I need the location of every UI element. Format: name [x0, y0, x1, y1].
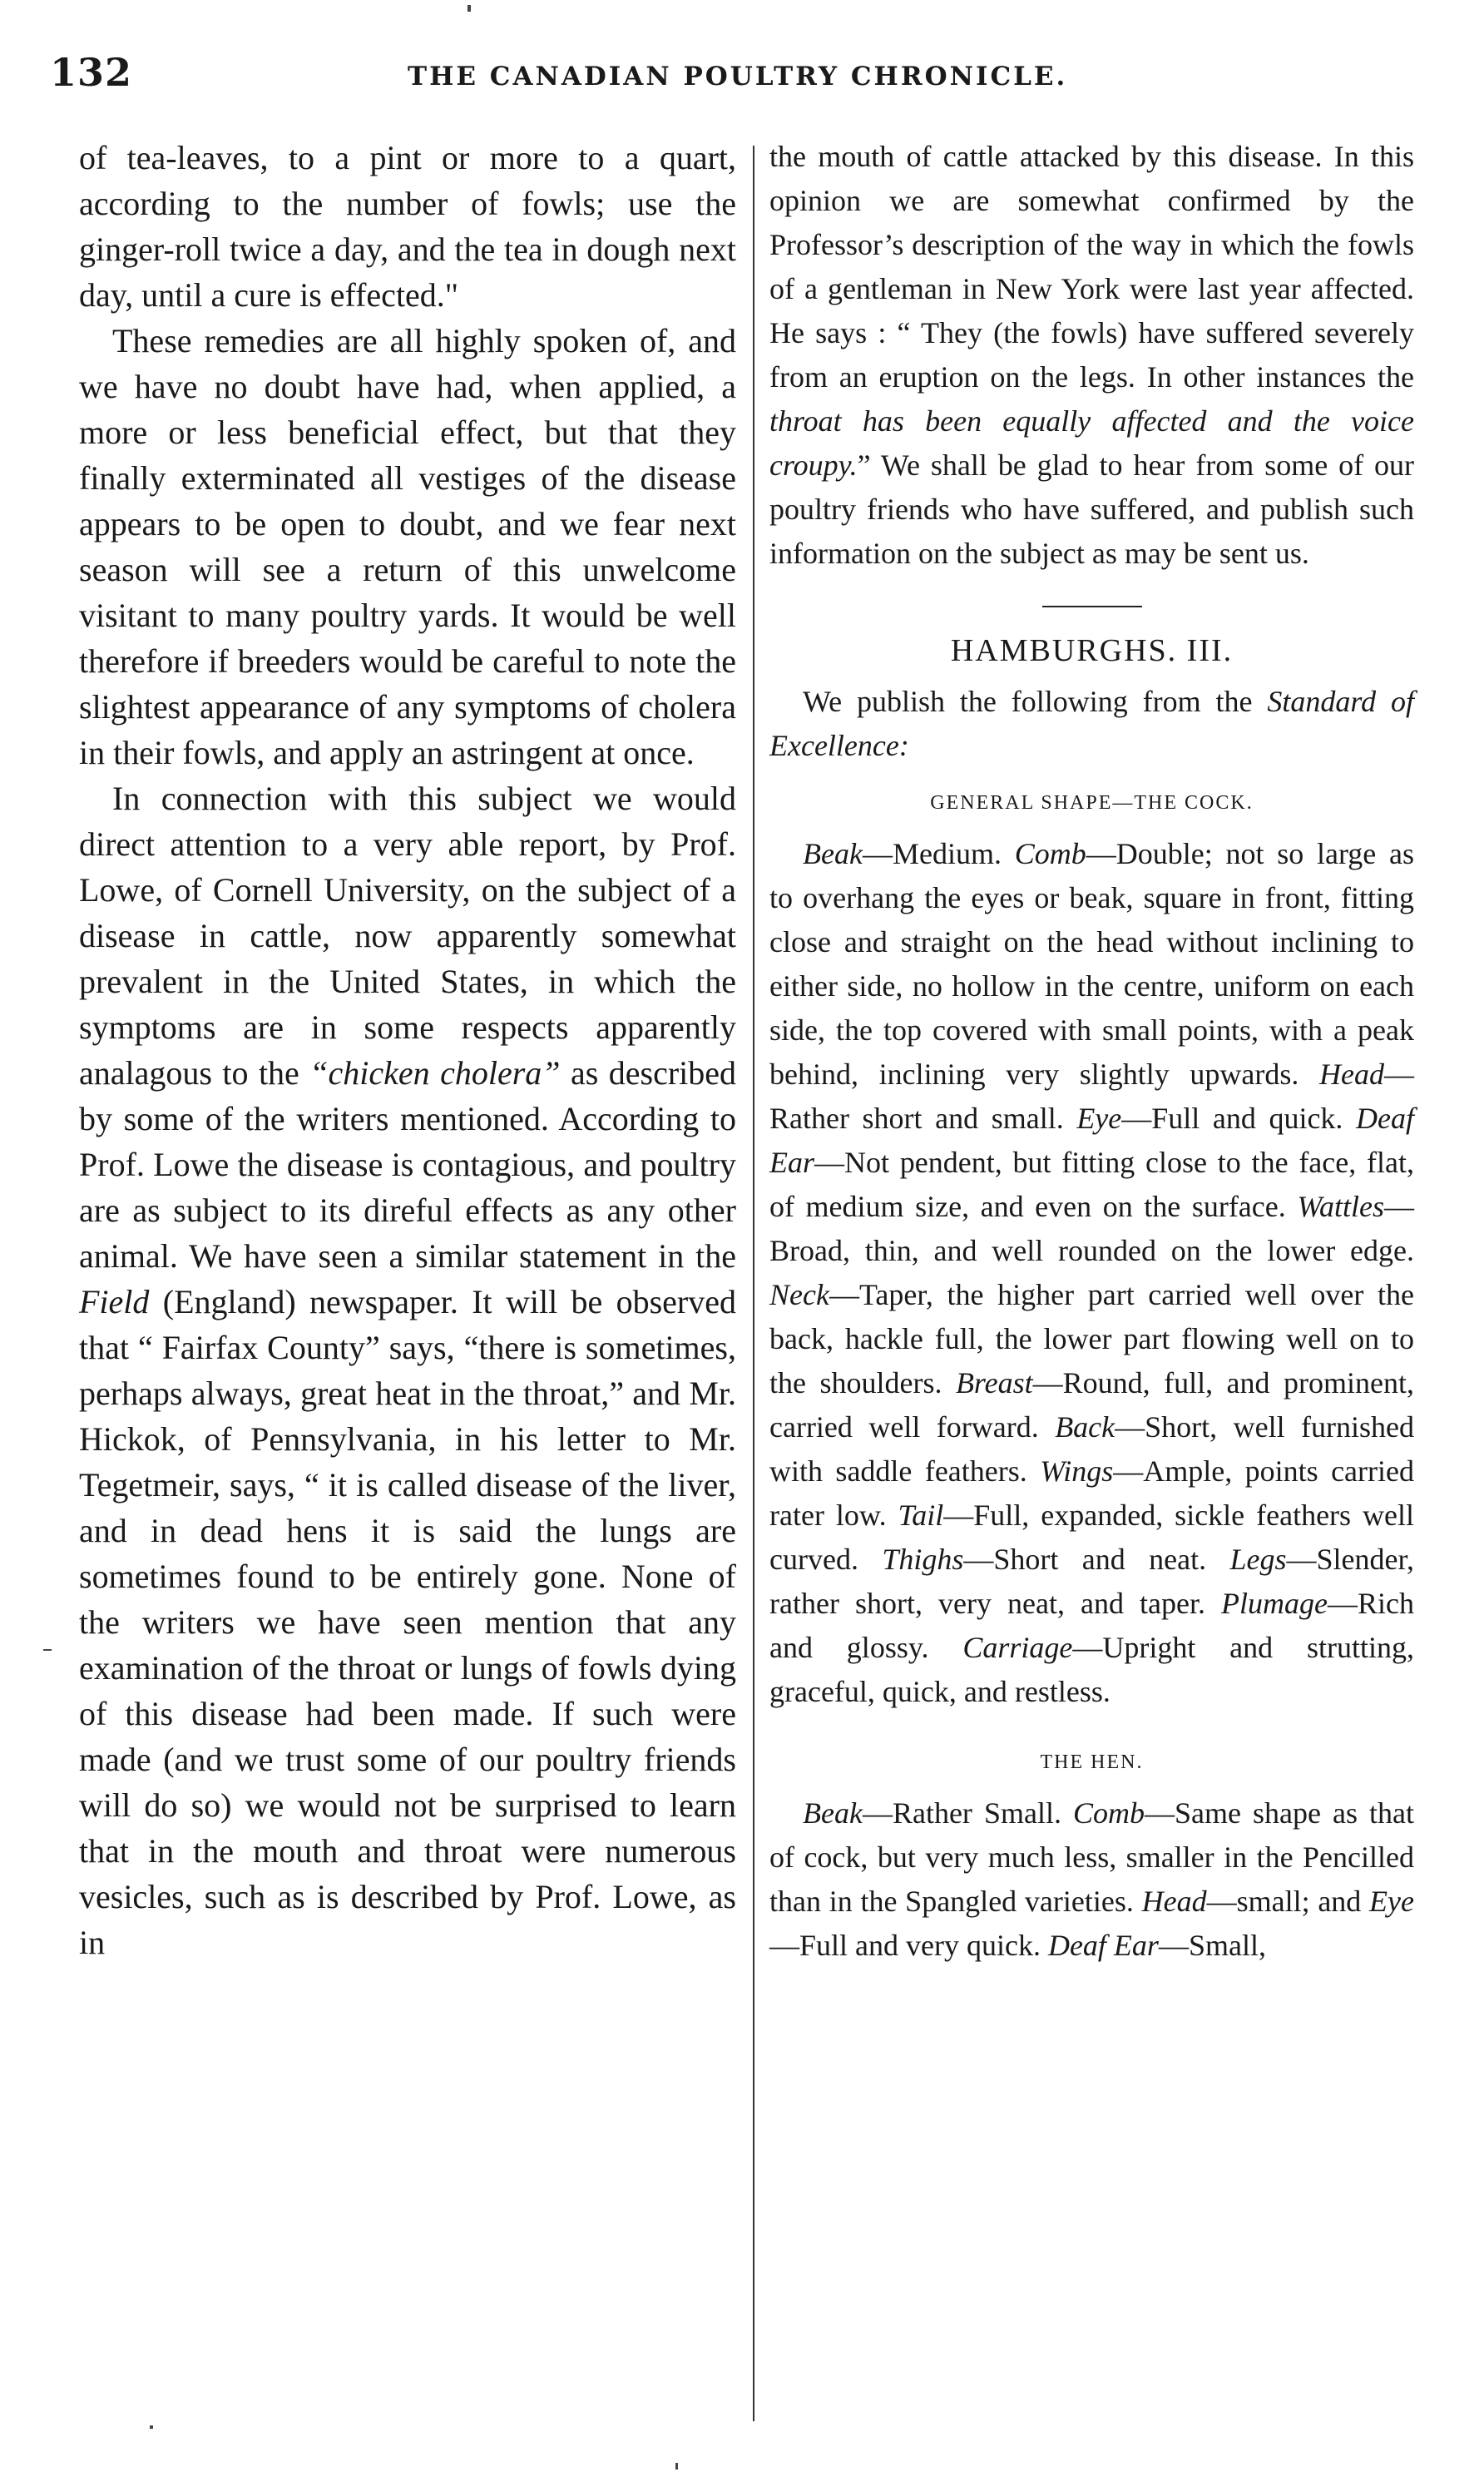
entry-text: —Rich and glossy. — [769, 1587, 1414, 1664]
entry-label: Beak — [803, 837, 863, 870]
text-run: as described by some of the writers mentioned. According to Prof. Lowe the disease is contagious, and poultry are as subject to its direful effects as any other animal. We have seen a similar statement in the — [79, 1054, 737, 1275]
entry-text: —Taper, the higher part carried well over the back, hackle full, the lower part flowing well on to the shoulders. — [769, 1278, 1414, 1400]
section-divider — [1042, 606, 1142, 607]
paragraph: These remedies are all highly spoken of, and we have no doubt have had, when applied, a more or less beneficial effect, but that they finally exterminated all vestiges of the disease appears to be open to doubt, and we fear next season will see a return of this unwelcome visitant to many poultry yards. It would be well therefore if breeders would be careful to note the slightest appearance of any symptoms of cholera in their fowls, and apply an astringent at once. — [79, 322, 736, 771]
entry-text: —Small, — [1158, 1929, 1266, 1962]
entry-text: —Broad, thin, and well rounded on the lower edge. — [769, 1190, 1414, 1267]
page-header — [50, 50, 1431, 108]
text-run: (England) newspaper. It will be observed that “ Fairfax County” says, “there is sometimes, perhaps always, great heat in the throat,” and Mr. Hickok, of Pennsylvania, in his letter to Mr. Tegetmeir, says, “ it is called disease of the liver, and in dead hens it is said the lungs are sometimes found to be entirely gone. None of the writers we have seen mention that any examination of the throat or lungs of fowls dying of this disease had been made. If such were made (and we trust some of our poultry friends will do so) we would not be surprised to learn that in the mouth and throat were numerous vesicles, such as is described by Prof. Lowe, as in — [79, 1283, 736, 1961]
entry-label: Carriage — [962, 1631, 1073, 1664]
entry-text: —Full and very quick. — [769, 1929, 1048, 1962]
left-column — [79, 135, 736, 1965]
entry-label: Head — [1141, 1885, 1207, 1918]
print-speck — [467, 5, 471, 12]
entry-text: —Ample, points carried rater low. — [769, 1454, 1414, 1532]
entry-label: Tail — [898, 1499, 944, 1532]
entry-label: Beak — [803, 1796, 863, 1830]
text-run: the mouth of cattle attacked by this disease. In this opinion we are somewhat confirmed by the Professor’s description of the way in which the fowls of a gentleman in New York were last year affected. He says : “ They (the fowls) have suffered severely from an eruption on the legs. In other instances the — [769, 140, 1414, 394]
entry-label: Thighs — [882, 1543, 964, 1576]
entry-label: Comb — [1014, 837, 1086, 870]
print-speck — [43, 1649, 52, 1651]
standard-entries-hen — [769, 1791, 1414, 1968]
entry-label: Neck — [769, 1278, 829, 1311]
entry-text: —Full, expanded, sickle feathers well curved. — [769, 1499, 1414, 1576]
paragraph — [79, 775, 736, 1965]
running-title: THE CANADIAN POULTRY CHRONICLE. — [408, 62, 1068, 92]
entry-text: —Short, well furnished with saddle feathers. — [769, 1410, 1414, 1488]
paragraph: of tea-leaves, to a pint or more to a quart, according to the number of fowls; use the ginger-roll twice a day, and the tea in dough next day, until a cure is effected." — [79, 139, 736, 314]
entry-label: Head — [1319, 1058, 1384, 1091]
entry-text: —Same shape as that of cock, but very much less, smaller in the Pencilled than in the Spangled varieties. — [769, 1796, 1415, 1918]
entry-text: —Rather short and small. — [769, 1058, 1414, 1135]
italic-title: Standard of Excellence: — [769, 685, 1414, 762]
entry-text: —Full and quick. — [1121, 1102, 1357, 1135]
entry-label: Eye — [1369, 1885, 1414, 1918]
entry-text: —Medium. — [862, 837, 1015, 870]
entry-label: Comb — [1072, 1796, 1145, 1830]
entry-text: —Short and neat. — [963, 1543, 1230, 1576]
entry-text: —Upright and strutting, graceful, quick, and restless. — [769, 1631, 1414, 1708]
entry-label: Breast — [955, 1366, 1033, 1400]
paragraph — [769, 135, 1414, 576]
entry-text: —Not pendent, but fitting close to the face, flat, of medium size, and even on the surface. — [769, 1146, 1414, 1223]
column-rule — [753, 146, 754, 2421]
entry-label: Eye — [1076, 1102, 1122, 1135]
entry-label: Back — [1055, 1410, 1115, 1444]
print-speck — [675, 2463, 678, 2470]
text-run: ” We shall be glad to hear from some of our poultry friends who have suffered, and publish such information on the subject as may be sent us. — [769, 448, 1414, 570]
print-speck — [150, 2425, 153, 2429]
entry-label: Wings — [1040, 1454, 1114, 1488]
page-number: 132 — [50, 50, 133, 95]
text-run: We publish the following from the — [803, 685, 1268, 718]
section-title: HAMBURGHS. III. — [950, 633, 1234, 668]
entry-label: Legs — [1229, 1543, 1287, 1576]
entry-text: —small; and — [1206, 1885, 1370, 1918]
entry-label: Deaf Ear — [1047, 1929, 1159, 1962]
right-column — [769, 135, 1414, 1968]
italic-quote: “chicken cholera” — [309, 1054, 561, 1092]
entry-text: —Slender, rather short, very neat, and taper. — [769, 1543, 1414, 1620]
entry-label: Plumage — [1221, 1587, 1328, 1620]
text-run: In connection with this subject we would direct attention to a very able report, by Prof. Lowe, of Cornell University, on the subject of a disease in cattle, now apparently somewhat prevalent in the United States, in which the symptoms are in some respects apparently analagous to the — [79, 780, 736, 1092]
entry-text: —Double; not so large as to overhang the eyes or beak, square in front, fitting close and straight on the head without inclining to either side, no hollow in the centre, uniform on each side, the top covered with small points, with a peak behind, inclining very slightly upwards. — [769, 837, 1414, 1091]
entry-label: Deaf Ear — [769, 1102, 1415, 1179]
paragraph — [769, 680, 1414, 768]
subheading-hen: THE HEN. — [1040, 1751, 1144, 1773]
italic-quote: throat has been equally affected and the voice croupy. — [769, 404, 1414, 482]
subheading-cock: GENERAL SHAPE—THE COCK. — [930, 792, 1254, 814]
italic-title: Field — [79, 1283, 150, 1320]
standard-entries-cock — [769, 832, 1414, 1714]
entry-label: Wattles — [1297, 1190, 1384, 1223]
entry-text: —Round, full, and prominent, carried well forward. — [769, 1366, 1414, 1444]
entry-text: —Rather Small. — [862, 1796, 1073, 1830]
